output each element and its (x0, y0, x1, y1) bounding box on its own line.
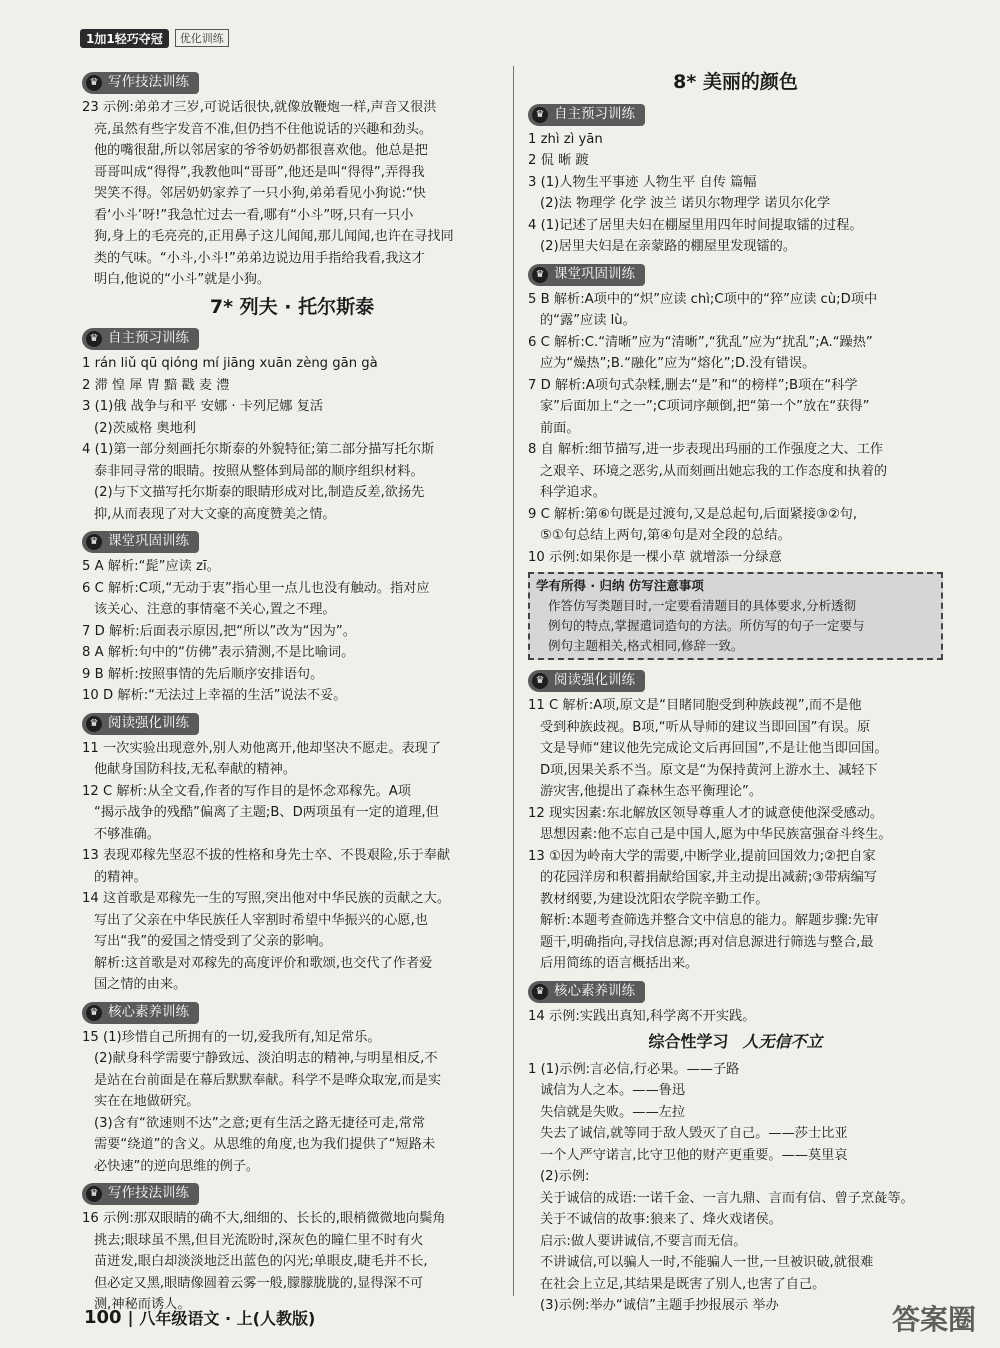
crown-icon: ♛ (532, 984, 548, 1000)
text-line: 游灾害,他提出了森林生态平衡理论”。 (540, 784, 763, 799)
section-body (82, 738, 502, 996)
text-line: 16 示例:那双眼睛的确不大,细细的、长长的,眼梢微微地向鬓角 (82, 1211, 446, 1226)
text-line: 8 自 解析:细节描写,进一步表现出玛丽的工作强度之大、工作 (528, 442, 884, 457)
section-body (82, 1208, 502, 1316)
text-line: 抑,从而表现了对大文豪的高度赞美之情。 (94, 506, 336, 522)
text-line: 1 zhì zì yān (528, 131, 603, 147)
book-name: 八年级语文 · 上(人教版) (139, 1309, 316, 1328)
section-body (82, 353, 502, 525)
text-line: 作答仿写类题目时,一定要看清题目的具体要求,分析透彻 (548, 598, 856, 613)
brand-logo: 1加1轻巧夺冠 (80, 29, 169, 48)
text-line: 文是导师“建议他先完成论文后再回国”,不是让他当即回国。 (540, 741, 888, 756)
crown-icon: ♛ (86, 331, 102, 347)
text-line: 12 C 解析:从全文看,作者的写作目的是怀念邓稼先。A项 (82, 783, 411, 799)
lesson-title: 7* 列夫 · 托尔斯泰 (209, 295, 375, 318)
text-line: 2 滞 惶 犀 胄 黯 戳 麦 澧 (82, 377, 230, 393)
section-banner: ♛ 写作技法训练 (82, 72, 199, 94)
text-line: 7 D 解析:后面表示原因,把“所以”改为“因为”。 (82, 623, 356, 639)
lesson-title: 8* 美丽的颜色 (673, 71, 798, 93)
text-line: 教材纲要,为建设沈阳农学院辛勤工作。 (540, 891, 769, 907)
text-line: 后用简练的语言概括出来。 (540, 956, 699, 971)
text-line: 写出“我”的爱国之情受到了父亲的影响。 (94, 934, 332, 949)
crown-icon: ♛ (532, 107, 548, 123)
tip-box-body (536, 596, 935, 656)
text-line: 的花园洋房和积蓄捐献给国家,并主动提出减薪;③带病编写 (540, 870, 877, 885)
text-line: 6 C 解析:C项,“无动于衷”指心里一点儿也没有触动。指对应 (82, 580, 430, 596)
section-banner: ♛ 课堂巩固训练 (82, 531, 199, 553)
text-line: 2 侃 晰 踱 (528, 153, 589, 168)
text-line: 哥哥叫成“得得”,我教他叫“哥哥”,他还是叫“得得”,弄得我 (94, 164, 425, 180)
text-line: (3)含有“欲速则不达”之意;更有生活之路无捷径可走,常常 (94, 1115, 426, 1131)
text-line: (2)居里夫妇是在亲蒙路的棚屋里发现镭的。 (540, 239, 797, 254)
column-divider (513, 66, 514, 1296)
text-line: 一个人严守诺言,比守卫他的财产更重要。——莫里哀 (540, 1147, 848, 1163)
section-body (528, 695, 943, 975)
text-line: 9 B 解析:按照事情的先后顺序安排语句。 (82, 666, 324, 682)
text-line: 15 (1)珍惜自己所拥有的一切,爱我所有,知足常乐。 (82, 1029, 381, 1045)
text-line: 解析:这首歌是对邓稼先的高度评价和歌颂,也交代了作者爱 (94, 955, 433, 971)
section-body (528, 1059, 943, 1317)
section-banner: ♛ 自主预习训练 (82, 328, 199, 350)
section-body (528, 1006, 943, 1028)
text-line: 10 D 解析:“无法过上幸福的生活”说法不妥。 (82, 688, 347, 703)
text-line: 失信就是失败。——左拉 (540, 1104, 686, 1120)
section-body (528, 289, 943, 569)
text-line: 的“露”应读 lù。 (540, 313, 636, 328)
text-line: 10 示例:如果你是一棵小草 就增添一分绿意 (528, 549, 782, 565)
text-line: 11 C 解析:A项,原文是“目睹同胞受到种族歧视”,而不是他 (528, 698, 862, 713)
text-line: 失去了诚信,就等同于敌人毁灭了自己。——莎士比亚 (540, 1126, 848, 1141)
text-line: 国之情的由来。 (94, 977, 187, 992)
text-line: 启示:做人要讲诚信,不要言而无信。 (540, 1233, 747, 1249)
crown-icon: ♛ (532, 267, 548, 283)
text-line: 受到种族歧视。B项,“听从导师的建议当即回国”有误。原 (540, 719, 871, 735)
page-number: 100 (84, 1307, 122, 1328)
section-banner: ♛ 核心素养训练 (528, 981, 645, 1003)
text-line: 哭笑不得。邻居奶奶家养了一只小狗,弟弟看见小狗说:“快 (94, 186, 426, 201)
text-line: 4 (1)记述了居里夫妇在棚屋里用四年时间提取镭的过程。 (528, 217, 863, 233)
text-line: 需要“绕道”的含义。从思维的角度,也为我们提供了“短路未 (94, 1137, 436, 1152)
text-line: 诚信为人之本。——鲁迅 (540, 1083, 686, 1098)
text-line: 家”后面加上“之一”;C项词序颠倒,把“第一个”放在“获得” (540, 399, 870, 414)
text-line: 不讲诚信,可以骗人一时,不能骗人一世,一旦被识破,就很难 (540, 1255, 874, 1270)
text-line: 解析:本题考查筛选并整合文中信息的能力。解题步骤:先审 (540, 913, 879, 928)
text-line: 4 (1)第一部分刻画托尔斯泰的外貌特征;第二部分描写托尔斯 (82, 442, 435, 457)
brand-tag: 优化训练 (175, 29, 229, 47)
text-line: 苗迸发,眼白却淡淡地泛出蓝色的闪光;单眼皮,睫毛并不长, (94, 1254, 428, 1269)
text-line: “揭示战争的残酷”偏离了主题;B、D两项虽有一定的道理,但 (94, 805, 439, 820)
text-line: 的精神。 (94, 869, 147, 885)
section-banner: ♛ 自主预习训练 (528, 104, 645, 126)
crown-icon: ♛ (86, 534, 102, 550)
text-line: 前面。 (540, 420, 580, 436)
text-line: 泰非同寻常的眼睛。按照从整体到局部的顺序组织材料。 (94, 463, 424, 479)
text-line: 13 表现邓稼先坚忍不拔的性格和身先士卒、不畏艰险,乐于奉献 (82, 848, 451, 863)
crown-icon: ♛ (86, 1186, 102, 1202)
section-body (82, 556, 502, 707)
text-line: 关于不诚信的故事:狼来了、烽火戏诸侯。 (540, 1212, 782, 1227)
text-line: 关于诚信的成语:一诺千金、一言九鼎、言而有信、曾子烹彘等。 (540, 1190, 914, 1206)
text-line: 之艰辛、环境之恶劣,从而刻画出她忘我的工作态度和执着的 (540, 463, 888, 479)
text-line: (2)与下文描写托尔斯泰的眼睛形成对比,制造反差,欲扬先 (94, 485, 425, 500)
text-line: 5 A 解析:“髭”应读 zī。 (82, 559, 220, 574)
text-line: 是站在台前面是在幕后默默奉献。科学不是哗众取宠,而是实 (94, 1072, 442, 1088)
text-line: 12 现实因素:东北解放区领导尊重人才的诚意使他深受感动。 (528, 805, 884, 821)
text-line: 14 示例:实践出真知,科学离不开实践。 (528, 1008, 756, 1024)
text-line: (2)法 物理学 化学 波兰 诺贝尔物理学 诺贝尔化学 (540, 196, 831, 211)
text-line: 狗,身上的毛亮亮的,正用鼻子这儿闻闻,那儿闻闻,也许在寻找同 (94, 229, 454, 244)
section-banner: ♛ 写作技法训练 (82, 1183, 199, 1205)
text-line: 类的气味。“小斗,小斗!”弟弟边说边用手指给我看,我这才 (94, 250, 425, 266)
text-line: 1 (1)示例:言必信,行必果。——子路 (528, 1061, 740, 1077)
text-line: 他献身国防科技,无私奉献的精神。 (94, 762, 297, 777)
text-line: 该关心、注意的事情毫不关心,置之不理。 (94, 602, 336, 617)
text-line: 挑去;眼球虽不黑,但目光流盼时,深灰色的瞳仁里不时有火 (94, 1232, 424, 1248)
text-line: 11 一次实验出现意外,别人劝他离开,他却坚决不愿走。表现了 (82, 740, 442, 756)
text-line: 题干,明确指向,寻找信息源;再对信息源进行筛选与整合,最 (540, 934, 874, 950)
text-line: 科学追求。 (540, 485, 606, 500)
section-banner: ♛ 阅读强化训练 (528, 670, 645, 692)
text-line: 例句主题相关,格式相同,修辞一致。 (548, 638, 744, 653)
text-line: ⑤①句总结上两句,第④句是对全段的总结。 (540, 528, 791, 543)
text-line: (2)献身科学需要宁静致远、淡泊明志的精神,与明星相反,不 (94, 1051, 438, 1066)
text-line: 明白,他说的“小斗”就是小狗。 (94, 272, 271, 287)
text-line: (2)示例: (540, 1169, 590, 1184)
section-banner: ♛ 核心素养训练 (82, 1002, 199, 1024)
right-column (528, 66, 943, 1313)
text-line: 亮,虽然有些字发音不准,但仍挡不住他说话的兴趣和劲头。 (94, 121, 433, 137)
crown-icon: ♛ (86, 1005, 102, 1021)
text-line: 8 A 解析:句中的“仿佛”表示猜测,不是比喻词。 (82, 645, 355, 660)
crown-icon: ♛ (86, 75, 102, 91)
text-line: 5 B 解析:A项中的“炽”应读 chì;C项中的“猝”应读 cù;D项中 (528, 291, 878, 307)
text-line: 看‘小斗’呀!”我急忙过去一看,哪有“小斗”呀,只有一只小 (94, 207, 414, 223)
text-line: 但必定又黑,眼睛像圆着云雾一般,朦朦胧胧的,显得深不可 (94, 1275, 424, 1291)
text-line: 6 C 解析:C.“清晰”应为“清晰”,“犹乱”应为“扰乱”;A.“躁热” (528, 334, 873, 350)
watermark-brand: 答案圈 (891, 1303, 976, 1336)
page-header (80, 28, 270, 48)
activity-title: 综合性学习 人无信不立 (648, 1032, 823, 1051)
text-line: 14 这首歌是邓稼先一生的写照,突出他对中华民族的贡献之大。 (82, 891, 451, 906)
text-line: 1 rán liǔ qū qióng mí jiāng xuān zèng gān gà (82, 356, 378, 371)
tip-box (528, 572, 943, 660)
section-banner: ♛ 课堂巩固训练 (528, 264, 645, 286)
text-line: 实在在地做研究。 (94, 1094, 200, 1109)
text-line: 3 (1)人物生平事迹 人物生平 自传 篇幅 (528, 174, 757, 190)
crown-icon: ♛ (532, 673, 548, 689)
text-line: 7 D 解析:A项句式杂糅,删去“是”和“的榜样”;B项在“科学 (528, 377, 858, 393)
text-line: 不够准确。 (94, 826, 160, 842)
tip-box-title: 学有所得 · 归纳 仿写注意事项 (536, 578, 704, 593)
text-line: 例句的特点,掌握遣词造句的方法。所仿写的句子一定要与 (548, 618, 865, 633)
page-footer: 100 | 八年级语文 · 上(人教版) (84, 1307, 316, 1328)
text-line: 测,神秘而诱人。 (94, 1297, 191, 1312)
text-line: (2)茨威格 奥地利 (94, 420, 196, 436)
crown-icon: ♛ (86, 716, 102, 732)
text-line: 3 (1)俄 战争与和平 安娜 · 卡列尼娜 复活 (82, 399, 324, 414)
text-line: 写出了父亲在中华民族任人宰割时希望中华振兴的心愿,也 (94, 912, 428, 928)
text-line: 23 示例:弟弟才三岁,可说话很快,就像放鞭炮一样,声音又很洪 (82, 100, 437, 115)
text-line: D项,因果关系不当。原文是“为保持黄河上游水土、减轻下 (540, 762, 878, 778)
text-line: 9 C 解析:第⑥句既是过渡句,又是总起句,后面紧接③②句, (528, 506, 858, 522)
left-column (82, 66, 502, 1312)
text-line: 他的嘴很甜,所以邻居家的爷爷奶奶都很喜欢他。他总是把 (94, 143, 428, 158)
text-line: 13 ①因为岭南大学的需要,中断学业,提前回国效力;②把自家 (528, 848, 876, 864)
text-line: 思想因素:他不忘自己是中国人,愿为中华民族富强奋斗终生。 (540, 827, 892, 842)
section-banner: ♛ 阅读强化训练 (82, 713, 199, 735)
text-line: 应为“燥热”;B.“融化”应为“熔化”;D.没有错误。 (540, 356, 816, 371)
text-line: 必快速”的逆向思维的例子。 (94, 1158, 260, 1174)
section-body (82, 97, 502, 291)
text-line: (3)示例:举办“诚信”主题手抄报展示 举办 (540, 1298, 779, 1313)
section-body (82, 1027, 502, 1178)
text-line: 在社会上立足,其结果是既害了别人,也害了自己。 (540, 1276, 826, 1292)
section-body (528, 129, 943, 258)
